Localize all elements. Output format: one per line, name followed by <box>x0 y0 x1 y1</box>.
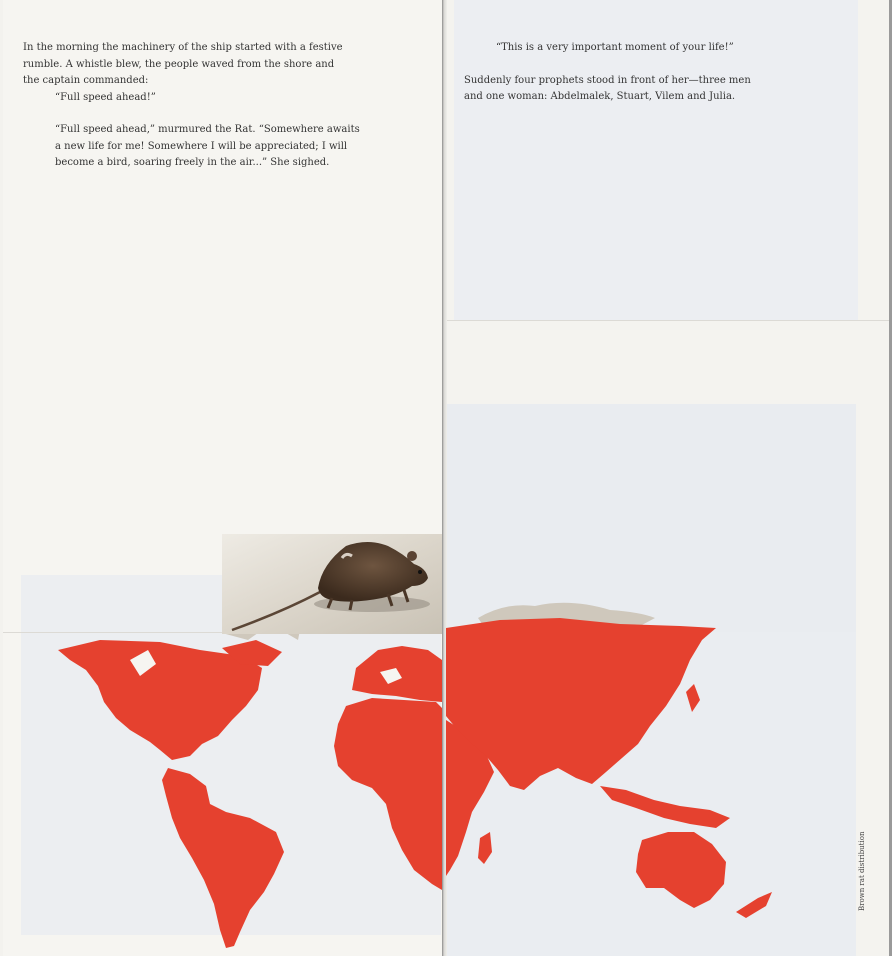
text-line: a new life for me! Somewhere I will be appreciated; I will <box>55 140 348 152</box>
north-america <box>58 640 262 760</box>
text-line: the captain commanded: <box>23 75 149 86</box>
rat-photo <box>222 534 442 634</box>
text-line: “This is a very important moment of your life!” <box>496 42 734 53</box>
australia <box>636 832 726 908</box>
rat-eye <box>418 570 422 574</box>
south-america <box>162 768 284 948</box>
africa-west <box>334 698 442 890</box>
japan <box>686 684 700 712</box>
text-line: “Full speed ahead,” murmured the Rat. “Somewhere awaits <box>55 124 360 135</box>
text-line: Suddenly four prophets stood in front of her—three men <box>464 74 751 86</box>
text-line: “Full speed ahead!” <box>55 91 156 103</box>
map-credit-text: Brown rat distribution <box>858 831 866 911</box>
map-red-regions <box>58 618 772 948</box>
text-line: become a bird, soaring freely in the air...” She sighed. <box>55 157 330 168</box>
new-zealand <box>736 892 772 918</box>
text-line: In the morning the machinery of the ship started with a festive <box>23 42 343 53</box>
map-credit <box>846 831 866 915</box>
text-line: rumble. A whistle blew, the people waved from the shore and <box>23 58 335 70</box>
rat-ear <box>407 551 417 561</box>
text-line: and one woman: Abdelmalek, Stuart, Vilem and Julia. <box>464 91 736 102</box>
madagascar <box>478 832 492 864</box>
southeast-asia-islands <box>600 786 730 828</box>
rat-photo-graphic <box>222 534 442 634</box>
